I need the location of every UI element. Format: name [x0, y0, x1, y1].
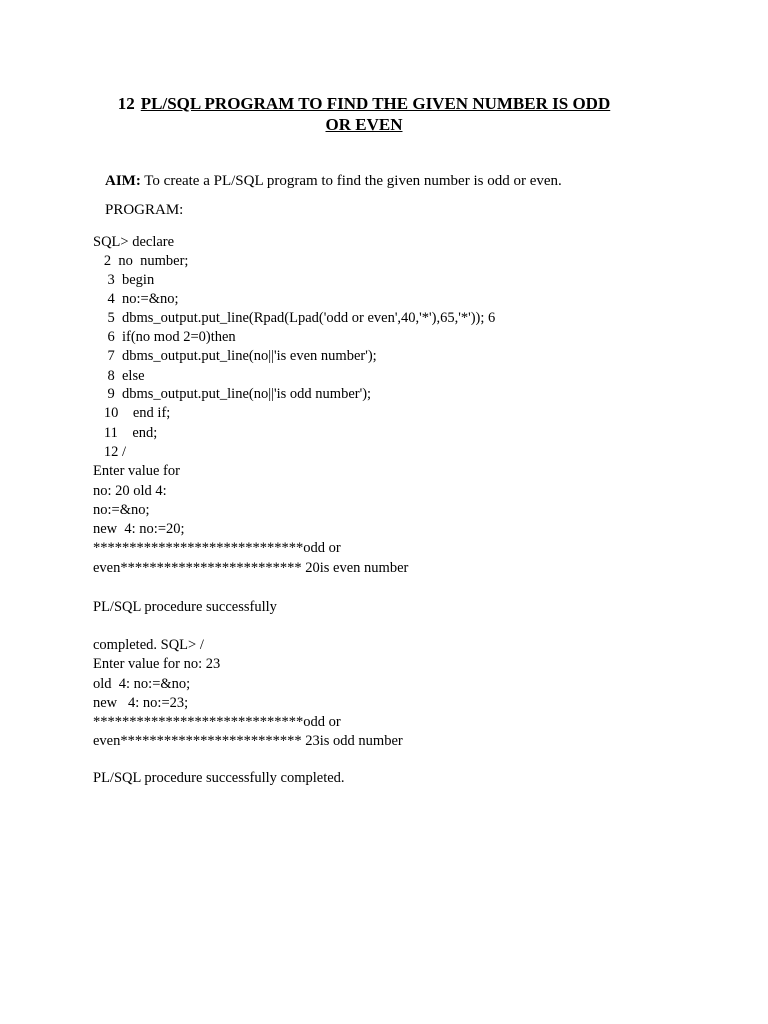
- listing-line: 4 no:=&no;: [93, 291, 179, 307]
- listing-line: completed. SQL> /: [93, 637, 204, 653]
- listing-line: 2 no number;: [93, 253, 189, 269]
- listing-line: 11 end;: [93, 425, 158, 441]
- listing-line: 12 /: [93, 444, 127, 460]
- listing-line: 6 if(no mod 2=0)then: [93, 329, 236, 345]
- listing-line: even************************* 23is odd number: [93, 733, 403, 749]
- listing-line: no: 20 old 4:: [93, 483, 167, 499]
- listing-line: PL/SQL procedure successfully completed.: [93, 770, 345, 786]
- listing-line: old 4: no:=&no;: [93, 676, 191, 692]
- listing-line: new 4: no:=20;: [93, 521, 185, 537]
- title-line-1: [0, 93, 728, 114]
- listing-line: *****************************odd or: [93, 540, 341, 556]
- listing-line: no:=&no;: [93, 502, 150, 518]
- title-line-2: [0, 114, 728, 135]
- program-label: PROGRAM:: [105, 202, 184, 218]
- listing-line: 7 dbms_output.put_line(no||'is even number');: [93, 348, 377, 364]
- title-text-2: OR EVEN: [325, 115, 403, 134]
- listing-line: Enter value for: [93, 463, 180, 479]
- title-text-1: PL/SQL PROGRAM TO FIND THE GIVEN NUMBER IS ODD: [140, 94, 611, 113]
- aim-text: To create a PL/SQL program to find the given number is odd or even.: [140, 173, 562, 189]
- listing-line: Enter value for no: 23: [93, 656, 221, 672]
- program-number: 12: [117, 94, 135, 113]
- listing-line: new 4: no:=23;: [93, 695, 189, 711]
- aim-label: AIM:: [105, 173, 141, 189]
- document-title: [0, 93, 728, 135]
- listing-line: 8 else: [93, 368, 145, 384]
- listing-line: 9 dbms_output.put_line(no||'is odd number');: [93, 386, 372, 402]
- listing-line: 10 end if;: [93, 405, 171, 421]
- listing-line: SQL> declare: [93, 234, 175, 250]
- aim-paragraph: [105, 171, 562, 191]
- listing-line: PL/SQL procedure successfully: [93, 599, 277, 615]
- listing-line: 5 dbms_output.put_line(Rpad(Lpad('odd or even',40,'*'),65,'*')); 6: [93, 310, 496, 326]
- listing-line: 3 begin: [93, 272, 155, 288]
- listing-line: even************************* 20is even number: [93, 560, 409, 576]
- listing-line: *****************************odd or: [93, 714, 341, 730]
